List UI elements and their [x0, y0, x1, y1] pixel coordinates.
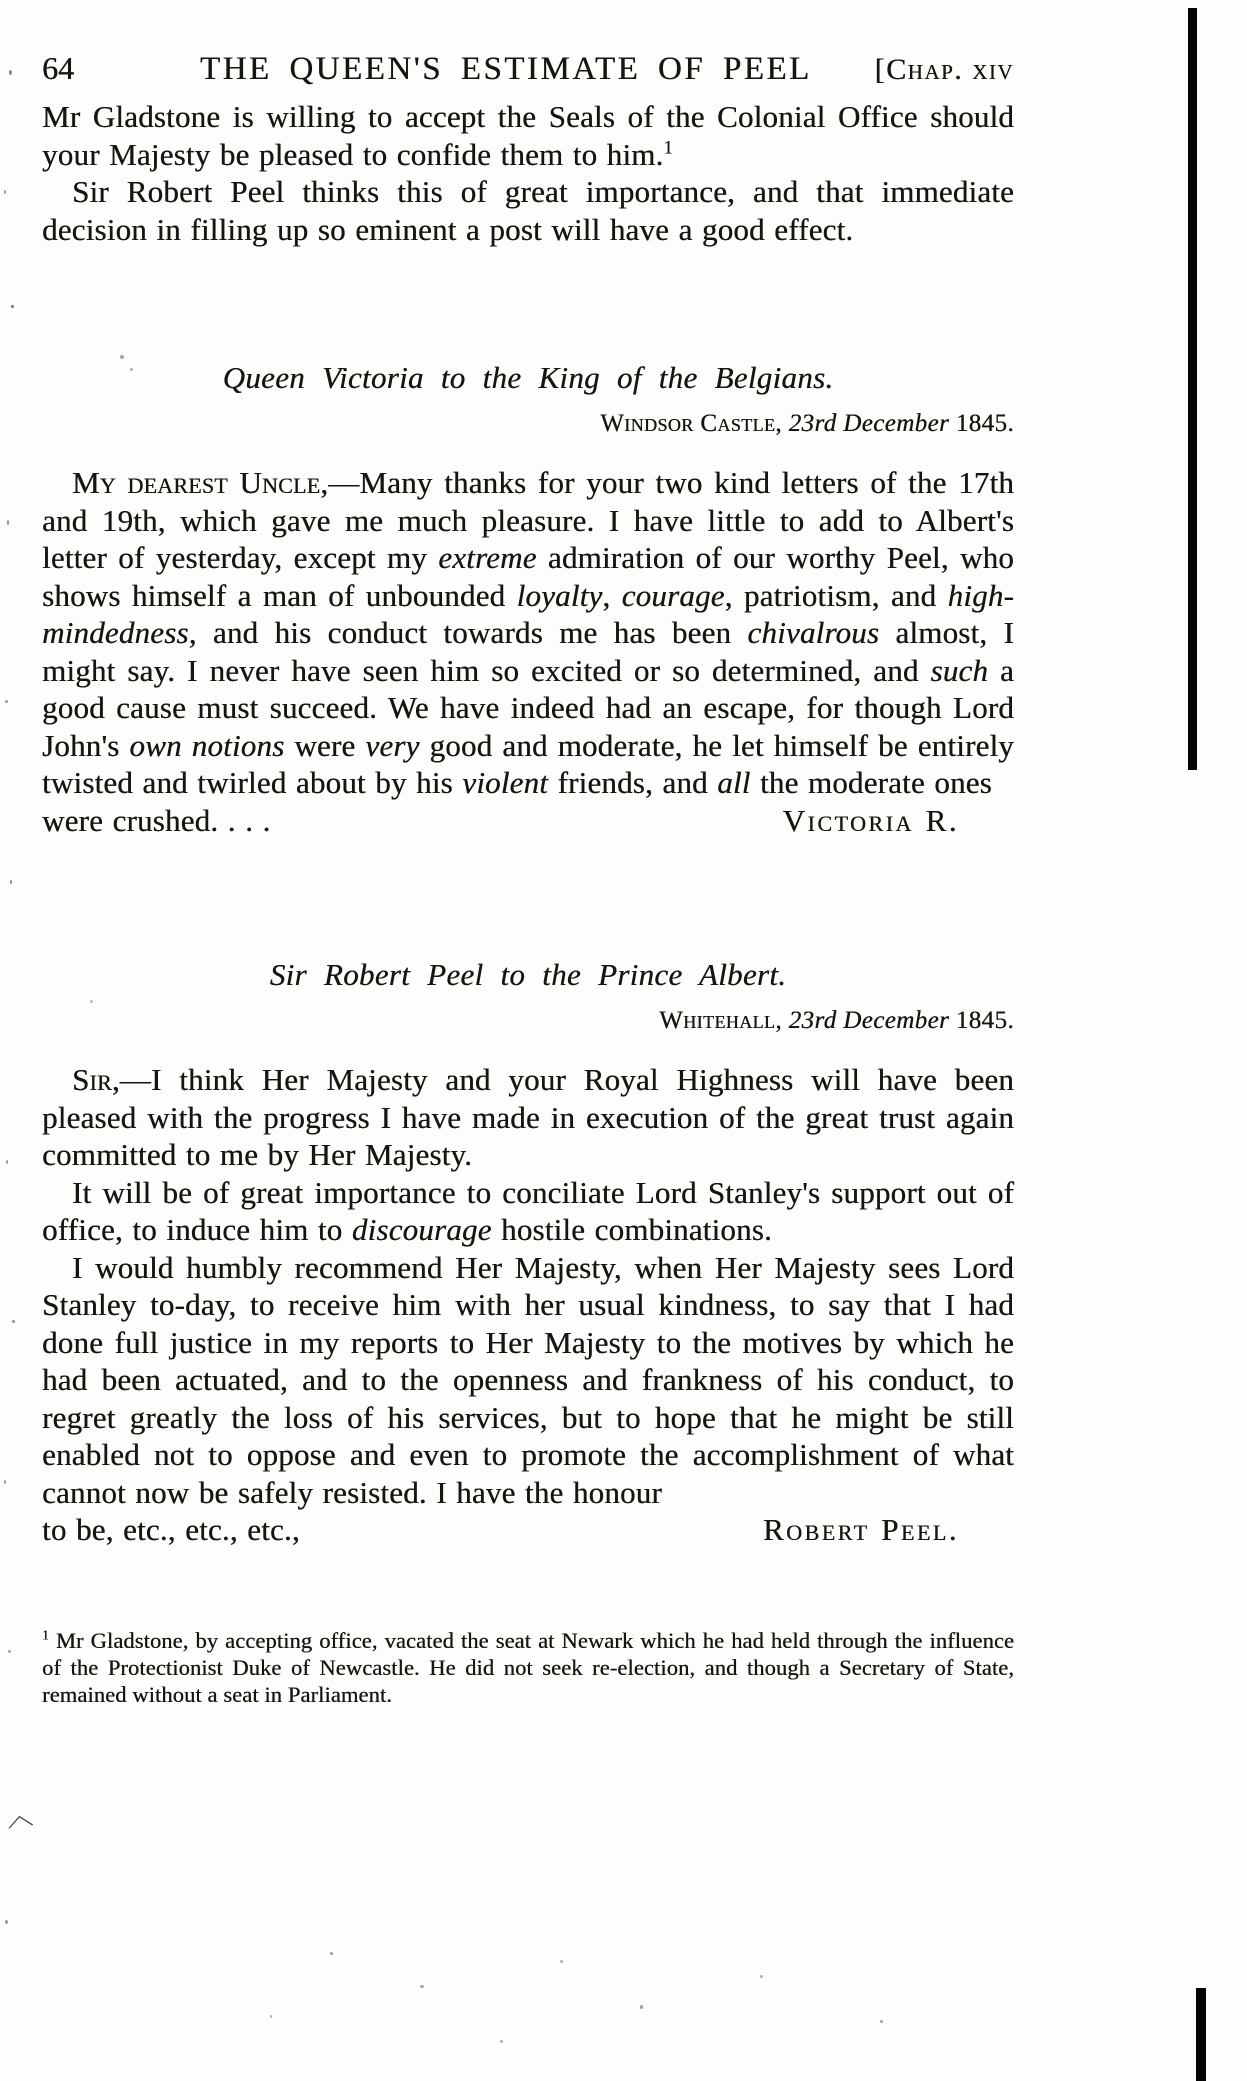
intro-paragraph-1: Mr Gladstone is willing to accept the Seals of the Colonial Office should your Majesty be pleased to confide them to him.$^1$: [42, 99, 1014, 172]
text-column: [42, 50, 1014, 1708]
letter2-closing-line: [42, 1511, 1014, 1549]
letter2-paragraph-2: It will be of great importance to conciliate Lord Stanley's support out of office, to induce him to discourage hostile combinations.: [42, 1174, 1014, 1247]
footnote: $^1$ Mr Gladstone, by accepting office, vacated the seat at Newark which he had held through the influence of the Protectionist Duke of Newcastle. He did not seek re-election, and though a Secretary of State, remained without a seat in Parliament.: [42, 1627, 1014, 1707]
letter2-heading: Sir Robert Peel to the Prince Albert.: [269, 957, 787, 992]
letter2-signature: Robert Peel.: [762, 1512, 959, 1547]
letter2-closing-text: to be, etc., etc., etc.,: [42, 1512, 300, 1547]
intro-paragraph-2: Sir Robert Peel thinks this of great importance, and that immediate decision in filling up so eminent a post will have a good effect.: [42, 174, 1014, 247]
letter1-signature: Victoria R.: [782, 802, 959, 838]
scan-caret-mark: ︿: [4, 1800, 35, 1833]
letter2-dateline: Whitehall, 23rd December 1845.: [659, 1007, 1014, 1034]
letter1-closing-text: were crushed. . . .: [42, 802, 271, 838]
running-header: [42, 50, 1014, 88]
chapter-reference: [Chap. xiv: [874, 53, 1014, 86]
running-title: THE QUEEN'S ESTIMATE OF PEEL: [199, 51, 812, 87]
scan-edge-bar-bottom: [1196, 1988, 1206, 2081]
page-number: 64: [42, 50, 74, 86]
letter1-body: My dearest Uncle,—Many thanks for your two kind letters of the 17th and 19th, which gave me much pleasure. I have little to add to Albert's letter of yesterday, except my extreme admiration of our worthy Peel, who shows himself a man of unbounded loyalty, courage, patriotism, and high-mindedness, and his conduct towards me has been chivalrous almost, I might say. I never have seen him so excited or so determined, and such a good cause must succeed. We have indeed had an escape, for though Lord John's own notions were very good and moderate, he let himself be entirely twisted and twirled about by his violent friends, and all the moderate ones: [42, 465, 1014, 800]
letter2-paragraph-3: I would humbly recommend Her Majesty, when Her Majesty sees Lord Stanley to-day, to receive him with her usual kindness, to say that I had done full justice in my reports to Her Majesty to the motives by which he had been actuated, and to the openness and frankness of his conduct, to regret greatly the loss of his services, but to hope that he might be still enabled not to oppose and even to promote the accomplishment of what cannot now be safely resisted. I have the honour: [42, 1249, 1014, 1510]
letter1-closing-line: [42, 802, 1014, 840]
letter1-dateline: Windsor Castle, 23rd December 1845.: [600, 410, 1014, 437]
scan-edge-bar-top: [1188, 8, 1197, 770]
letter1-heading: Queen Victoria to the King of the Belgians.: [222, 360, 834, 395]
letter2-paragraph-1: Sir,—I think Her Majesty and your Royal Highness will have been pleased with the progress I have made in execution of the great trust again committed to me by Her Majesty.: [42, 1062, 1014, 1172]
